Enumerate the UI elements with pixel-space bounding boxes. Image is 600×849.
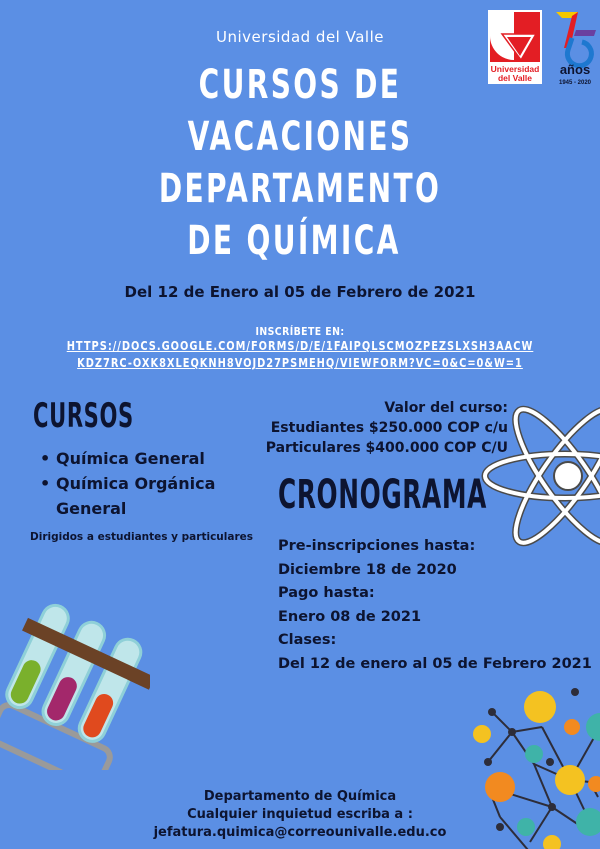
pricing-particulars: Particulares $400.000 COP C/U <box>265 440 508 456</box>
svg-text:Universidad: Universidad <box>490 64 540 74</box>
registration-label: INSCRÍBETE EN: <box>255 325 345 338</box>
anniversary-75-logo <box>552 8 598 88</box>
footer-email[interactable]: jefatura.quimica@correounivalle.edu.co <box>153 825 447 840</box>
course-item-label: Química General <box>56 449 205 468</box>
svg-text:del Valle: del Valle <box>497 73 533 83</box>
title-line-4: DE QUÍMICA <box>187 218 401 264</box>
footer-department: Departamento de Química <box>203 789 397 804</box>
schedule-heading: CRONOGRAMA <box>278 472 487 518</box>
course-item-label-cont: General <box>56 499 127 518</box>
course-item-label: Química Orgánica <box>56 474 216 493</box>
registration-link-line-1[interactable]: HTTPS://DOCS.GOOGLE.COM/FORMS/D/E/1FAIPQLSCMOZPEZSLXSH3AACW <box>66 339 534 353</box>
pricing-label: Valor del curso: <box>384 400 508 416</box>
svg-text:años: años <box>559 62 591 77</box>
title-line-3: DEPARTAMENTO <box>158 166 442 212</box>
title-line-2: VACACIONES <box>187 114 413 160</box>
bullet-icon: • <box>40 474 51 493</box>
course-item <box>38 471 215 521</box>
schedule-line: Clases: <box>278 632 337 648</box>
schedule-line: Enero 08 de 2021 <box>278 608 422 625</box>
courses-heading: CURSOS <box>33 396 134 436</box>
footer-contact-label: Cualquier inquietud escriba a : <box>187 807 413 822</box>
schedule-line: Del 12 de enero al 05 de Febrero 2021 <box>278 655 592 672</box>
title-line-1: CURSOS DE <box>198 62 402 108</box>
svg-text:1945 - 2020: 1945 - 2020 <box>558 80 592 86</box>
registration-link-line-2[interactable]: KDZ7RC-OXK8XLEQKNH8VOJD27PSMEHQ/VIEWFORM?VC=0&C=0&W=1 <box>77 356 523 370</box>
course-list <box>38 446 215 521</box>
footer <box>0 788 600 842</box>
pricing-students: Estudiantes $250.000 COP c/u <box>270 420 508 436</box>
schedule-line: Diciembre 18 de 2020 <box>278 561 457 578</box>
audience-note: Dirigidos a estudiantes y particulares <box>30 531 254 543</box>
course-dates: Del 12 de Enero al 05 de Febrero de 2021 <box>124 283 476 301</box>
schedule-list <box>278 535 592 676</box>
schedule-line: Pago hasta: <box>278 585 375 601</box>
test-tubes-icon <box>0 600 150 770</box>
bullet-icon: • <box>40 449 51 468</box>
schedule-line: Pre-inscripciones hasta: <box>278 538 476 554</box>
course-item <box>38 446 215 471</box>
university-name: Universidad del Valle <box>216 28 384 46</box>
pricing-block <box>266 398 508 458</box>
